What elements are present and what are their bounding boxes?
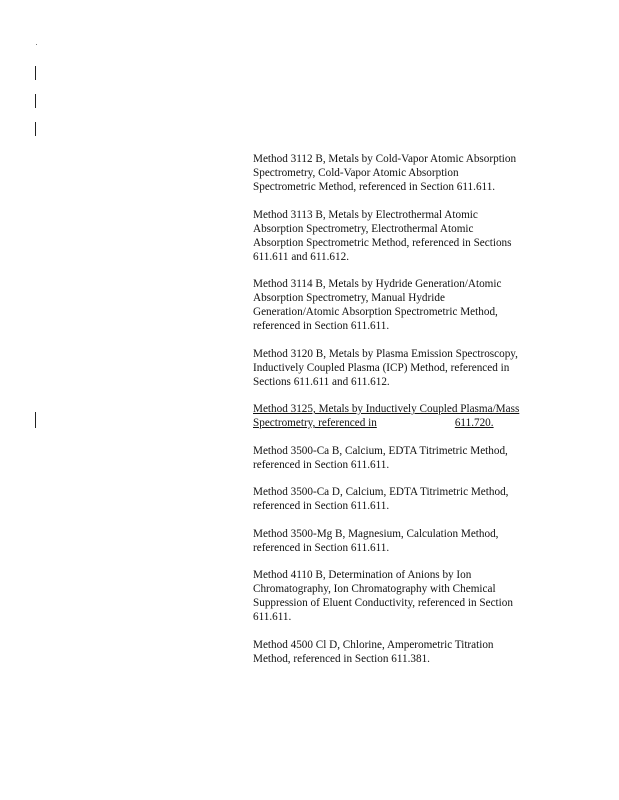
change-bar <box>35 122 36 136</box>
entry-line: Method 3113 B, Metals by Electrothermal Atomic <box>253 208 478 221</box>
entry-line: Absorption Spectrometry, Manual Hydride <box>253 292 445 304</box>
method-entry-3500mgb <box>253 527 553 555</box>
method-entry-3500cab <box>253 444 553 472</box>
method-entry-3114b <box>253 277 553 333</box>
method-entry-3113b <box>253 208 553 264</box>
entry-line: Method 3112 B, Metals by Cold-Vapor Atomic Absorption <box>253 153 517 165</box>
entry-line: Spectrometric Method, referenced in Section 611.611. <box>253 181 496 193</box>
entry-line: referenced in Section 611.611. <box>253 458 390 471</box>
method-entry-3120b <box>253 347 553 389</box>
change-bar <box>35 94 36 108</box>
entry-line: Method, referenced in Section 611.381. <box>253 652 430 665</box>
entry-line: Inductively Coupled Plasma (ICP) Method, referenced in <box>253 361 510 374</box>
method-entry-3125-amended <box>253 402 553 430</box>
entry-line: Chromatography, Ion Chromatography with Chemical <box>253 583 496 595</box>
entry-line: Spectrometry, Cold-Vapor Atomic Absorption <box>253 167 459 179</box>
method-list <box>253 152 553 679</box>
method-entry-3112b <box>253 152 553 194</box>
entry-line: Generation/Atomic Absorption Spectrometric Method, <box>253 306 498 318</box>
entry-line: Method 3500-Ca B, Calcium, EDTA Titrimetric Method, <box>253 444 508 457</box>
entry-line: 611.611 and 611.612. <box>253 250 350 263</box>
entry-line: referenced in Section 611.611. <box>253 320 390 332</box>
entry-line: Method 4110 B, Determination of Anions by Ion <box>253 569 472 581</box>
entry-line: referenced in Section 611.611. <box>253 541 390 554</box>
scan-speck <box>36 44 37 45</box>
entry-line: Method 4500 Cl D, Chlorine, Amperometric Titration <box>253 638 494 651</box>
amended-line: Method 3125, Metals by Inductively Coupled Plasma/Mass <box>253 403 520 415</box>
entry-line: Method 3500-Ca D, Calcium, EDTA Titrimetric Method, <box>253 486 509 498</box>
amended-section-ref: 611.720. <box>454 417 494 429</box>
entry-line: Absorption Spectrometry, Electrothermal Atomic <box>253 222 474 235</box>
change-bar <box>35 66 36 80</box>
method-entry-3500cad <box>253 485 553 513</box>
entry-line: Method 3120 B, Metals by Plasma Emission Spectroscopy, <box>253 347 518 360</box>
entry-line: Suppression of Eluent Conductivity, referenced in Section <box>253 597 513 609</box>
method-entry-4110b <box>253 568 553 624</box>
entry-line: Absorption Spectrometric Method, referenced in Sections <box>253 236 512 249</box>
entry-line: Sections 611.611 and 611.612. <box>253 375 390 388</box>
entry-line: 611.611. <box>253 611 292 623</box>
entry-line: referenced in Section 611.611. <box>253 500 390 512</box>
entry-line: Method 3500-Mg B, Magnesium, Calculation Method, <box>253 527 499 540</box>
change-bar <box>35 412 36 428</box>
amended-text: Spectrometry, referenced in <box>253 417 377 429</box>
method-entry-4500cld <box>253 638 553 666</box>
amended-line <box>253 416 553 430</box>
entry-line: Method 3114 B, Metals by Hydride Generation/Atomic <box>253 278 502 290</box>
